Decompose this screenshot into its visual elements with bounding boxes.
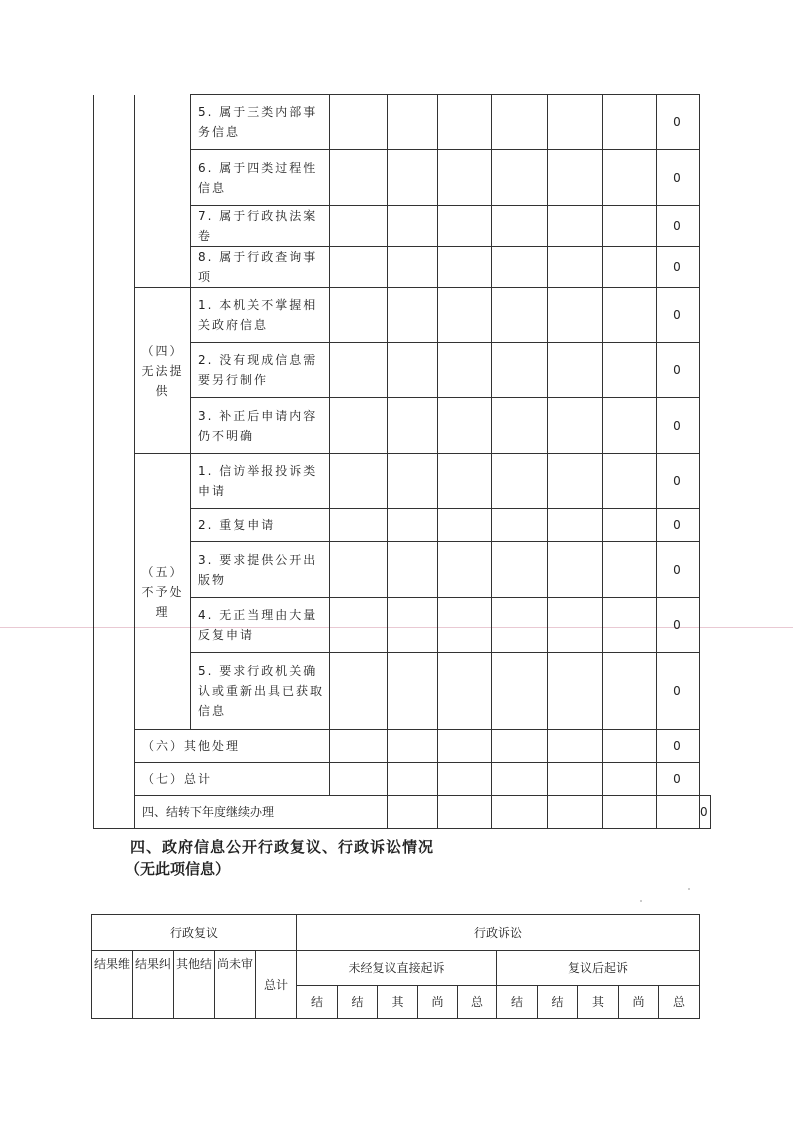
row-total: 0 xyxy=(657,247,700,288)
category-not-processed: （五）不予处理 xyxy=(135,454,191,730)
row-total: 0 xyxy=(657,150,700,206)
row-label: 3. 补正后申请内容仍不明确 xyxy=(191,398,330,454)
direct-col-header: 其 xyxy=(378,986,418,1019)
row-total: 0 xyxy=(657,509,700,542)
review-col-header: 其他结 xyxy=(174,951,215,1019)
row-total: 0 xyxy=(657,454,700,509)
after-col-header: 总 xyxy=(659,986,700,1019)
row-label: 2. 没有现成信息需要另行制作 xyxy=(191,343,330,398)
row-label: 6. 属于四类过程性信息 xyxy=(191,150,330,206)
row-total: 0 xyxy=(657,542,700,598)
row-total: 0 xyxy=(657,730,700,763)
table-row xyxy=(94,454,711,509)
after-review-suit-header: 复议后起诉 xyxy=(497,951,700,986)
row-total: 0 xyxy=(657,763,700,796)
direct-suit-header: 未经复议直接起诉 xyxy=(297,951,497,986)
after-col-header: 结 xyxy=(497,986,538,1019)
direct-col-header: 结 xyxy=(338,986,378,1019)
admin-litigation-header: 行政诉讼 xyxy=(297,915,700,951)
direct-col-header: 尚 xyxy=(418,986,458,1019)
scan-speck xyxy=(640,900,642,902)
table-row xyxy=(92,915,700,951)
row-label: 2. 重复申请 xyxy=(191,509,330,542)
row-label: 4. 无正当理由大量反复申请 xyxy=(191,598,330,653)
table-row xyxy=(94,95,711,150)
after-col-header: 结 xyxy=(538,986,578,1019)
row-total: 0 xyxy=(657,288,700,343)
scan-speck xyxy=(688,888,690,890)
category-unable-to-provide: （四）无法提供 xyxy=(135,288,191,454)
category-cell-continued xyxy=(135,95,191,288)
section-subheading: （无此项信息） xyxy=(125,860,231,878)
row-total: 0 xyxy=(657,598,700,653)
application-outcome-table xyxy=(93,94,711,829)
table-row xyxy=(92,951,700,986)
other-processing-label: （六）其他处理 xyxy=(135,730,330,763)
grand-total-label: （七）总计 xyxy=(135,763,330,796)
row-label: 1. 信访举报投诉类申请 xyxy=(191,454,330,509)
row-label: 8. 属于行政查询事项 xyxy=(191,247,330,288)
review-litigation-table xyxy=(91,914,700,1019)
row-total: 0 xyxy=(657,343,700,398)
after-col-header: 尚 xyxy=(619,986,659,1019)
row-label: 7. 属于行政执法案卷 xyxy=(191,206,330,247)
admin-review-header: 行政复议 xyxy=(92,915,297,951)
row-total: 0 xyxy=(657,398,700,454)
direct-col-header: 总 xyxy=(458,986,497,1019)
review-col-header: 结果维 xyxy=(92,951,133,1019)
row-label: 1. 本机关不掌握相关政府信息 xyxy=(191,288,330,343)
row-total: 0 xyxy=(657,653,700,730)
section-heading: 四、政府信息公开行政复议、行政诉讼情况 xyxy=(130,838,435,856)
row-label: 3. 要求提供公开出版物 xyxy=(191,542,330,598)
row-label: 5. 属于三类内部事务信息 xyxy=(191,95,330,150)
row-total: 0 xyxy=(700,796,711,829)
carry-over-label: 四、结转下年度继续办理 xyxy=(135,796,388,829)
after-col-header: 其 xyxy=(578,986,619,1019)
table-row xyxy=(94,730,711,763)
table-row xyxy=(94,288,711,343)
review-col-header: 结果纠 xyxy=(133,951,174,1019)
table-row xyxy=(94,796,711,829)
outer-category-cell xyxy=(94,95,135,829)
row-total: 0 xyxy=(657,206,700,247)
row-label: 5. 要求行政机关确认或重新出具已获取信息 xyxy=(191,653,330,730)
row-total: 0 xyxy=(657,95,700,150)
review-total-header: 总计 xyxy=(256,951,297,1019)
table-row xyxy=(94,763,711,796)
direct-col-header: 结 xyxy=(297,986,338,1019)
review-col-header: 尚未审 xyxy=(215,951,256,1019)
